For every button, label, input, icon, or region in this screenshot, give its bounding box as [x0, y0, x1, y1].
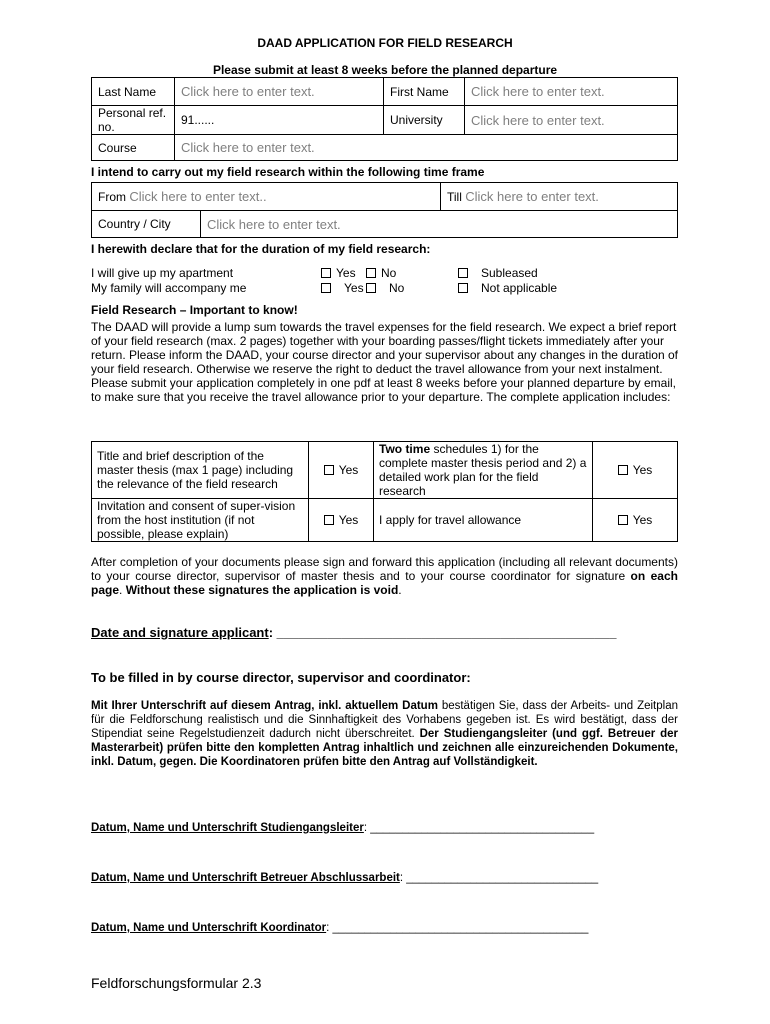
checkbox-icon	[366, 283, 376, 293]
family-yes-option[interactable]: Yes	[321, 281, 364, 295]
from-cell	[92, 183, 441, 211]
timeframe-table	[91, 182, 678, 238]
till-cell	[441, 183, 678, 211]
checkbox-icon	[324, 465, 334, 475]
first-name-label: First Name	[384, 78, 465, 106]
ref-label: Personal ref. no.	[92, 106, 175, 135]
form-footer: Feldforschungsformular 2.3	[91, 975, 262, 991]
checklist-item-travel-allowance: I apply for travel allowance	[374, 499, 593, 542]
country-label: Country / City	[92, 211, 201, 238]
coordinator-heading: To be filled in by course director, supervisor and coordinator:	[91, 670, 471, 685]
info-paragraph: The DAAD will provide a lump sum towards the travel expenses for the field research. We expect a brief report of your field research (max. 2 pages) together with your boarding passes/flight tickets immediately after your return. Please inform the DAAD, your course director and your supervisor about any changes in the duration of your field research. Otherwise we reserve the right to deduct the travel allowance from your next instalment. Please submit your application completely in one pdf at least 8 weeks before your planned departure by email, to make sure that you receive the travel allowance prior to your departure. The complete application includes:	[91, 320, 678, 404]
personal-data-table	[91, 77, 678, 161]
timeframe-heading: I intend to carry out my field research within the following time frame	[91, 165, 485, 179]
family-no-option[interactable]: No	[366, 281, 404, 295]
coordinator-signature-line[interactable]: Datum, Name und Unterschrift Koordinator: ________________________________________	[91, 922, 589, 934]
first-name-field[interactable]: Click here to enter text.	[465, 78, 678, 106]
supervisor-signature-line[interactable]: Datum, Name und Unterschrift Betreuer Abschlussarbeit: ______________________________	[91, 872, 599, 884]
last-name-field[interactable]: Click here to enter text.	[175, 78, 384, 106]
till-field[interactable]: Click here to enter text.	[465, 189, 599, 204]
university-field[interactable]: Click here to enter text.	[465, 106, 678, 135]
apartment-subleased-option[interactable]: Subleased	[458, 266, 538, 280]
checklist-table	[91, 441, 678, 542]
checklist-item-schedules: Two time schedules 1) for the complete master thesis period and 2) a detailed work plan for the field research	[374, 442, 593, 499]
checklist-yes-2[interactable]: Yes	[593, 442, 678, 499]
university-label: University	[384, 106, 465, 135]
course-field[interactable]: Click here to enter text.	[175, 135, 678, 161]
apartment-label: I will give up my apartment	[91, 266, 234, 280]
checkbox-icon	[618, 515, 628, 525]
checkbox-icon	[321, 268, 331, 278]
ref-field[interactable]: 91......	[175, 106, 384, 135]
apartment-yes-option[interactable]: Yes	[321, 266, 356, 280]
country-field[interactable]: Click here to enter text.	[201, 211, 678, 238]
checkbox-icon	[458, 283, 468, 293]
till-label: Till	[447, 190, 462, 204]
checklist-item-invitation: Invitation and consent of super-vision from the host institution (if not possible, please explain)	[92, 499, 309, 542]
family-not-applicable-option[interactable]: Not applicable	[458, 281, 557, 295]
last-name-label: Last Name	[92, 78, 175, 106]
checklist-item-description: Title and brief description of the master thesis (max 1 page) including the relevance of the field research	[92, 442, 309, 499]
course-label: Course	[92, 135, 175, 161]
declaration-heading: I herewith declare that for the duration of my field research:	[91, 242, 431, 256]
from-label: From	[98, 190, 126, 204]
checkbox-icon	[618, 465, 628, 475]
document-title: DAAD APPLICATION FOR FIELD RESEARCH	[257, 36, 513, 50]
checklist-yes-3[interactable]: Yes	[309, 499, 374, 542]
checkbox-icon	[366, 268, 376, 278]
checklist-yes-4[interactable]: Yes	[593, 499, 678, 542]
apartment-no-option[interactable]: No	[366, 266, 396, 280]
checklist-yes-1[interactable]: Yes	[309, 442, 374, 499]
after-completion-text: After completion of your documents please sign and forward this application (including all relevant documents) to your course director, supervisor of master thesis and to your course coordinator for signature on each page. Without these signatures the application is void.	[91, 555, 678, 597]
checkbox-icon	[321, 283, 331, 293]
family-label: My family will accompany me	[91, 281, 247, 295]
checkbox-icon	[324, 515, 334, 525]
from-field[interactable]: Click here to enter text..	[129, 189, 267, 204]
checkbox-icon	[458, 268, 468, 278]
course-director-signature-line[interactable]: Datum, Name und Unterschrift Studiengangsleiter: ___________________________________	[91, 822, 595, 834]
document-subtitle: Please submit at least 8 weeks before the planned departure	[212, 63, 558, 77]
coordinator-paragraph: Mit Ihrer Unterschrift auf diesem Antrag, inkl. aktuellem Datum bestätigen Sie, dass der Arbeits- und Zeitplan für die Feldforschung realistisch und die Sinnhaftigkeit des Vorhabens gegeben ist. Es wird bestätigt, dass der Stipendiat seine Regelstudienzeit dadurch nicht überschreitet. Der Studiengangsleiter (und ggf. Betreuer der Masterarbeit) prüfen bitte den kompletten Antrag inhaltlich und zeichnen alle einzureichenden Dokumente, inkl. Datum, gegen. Die Koordinatoren prüfen bitte den Antrag auf Vollständigkeit.	[91, 700, 678, 768]
applicant-signature-line[interactable]: Date and signature applicant: _______________________________________________	[91, 625, 617, 640]
info-heading: Field Research – Important to know!	[91, 303, 298, 317]
